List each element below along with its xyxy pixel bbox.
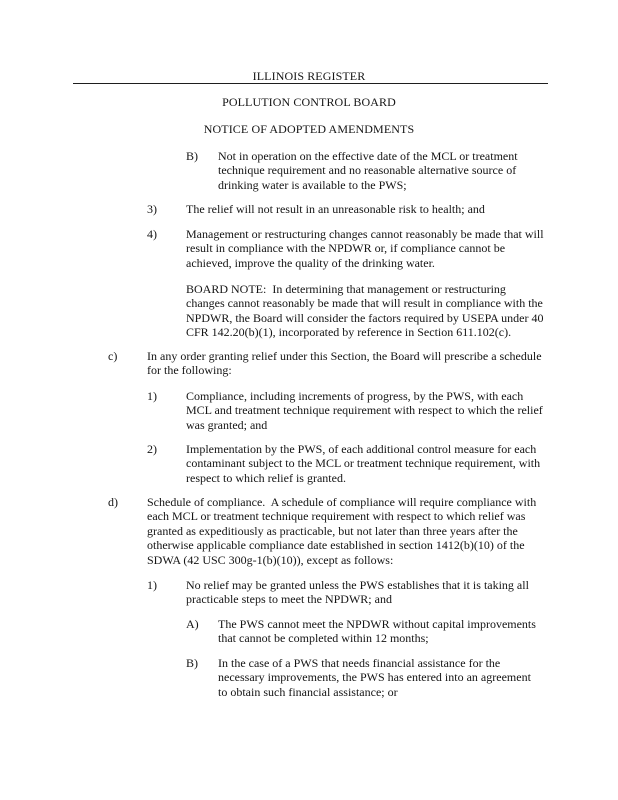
item-b-not-in-operation: [186, 149, 518, 192]
item-line: Implementation by the PWS, of each additional control measure for each: [186, 442, 537, 456]
item-label: 4): [147, 227, 157, 241]
board-note-line: BOARD NOTE: In determining that management or restructuring: [186, 282, 506, 296]
item-line: for the following:: [147, 363, 232, 378]
item-line: was granted; and: [186, 417, 268, 432]
item-line: achieved, improve the quality of the drinking water.: [186, 255, 435, 270]
item-line: respect to which relief is granted.: [186, 470, 346, 485]
item-line: practicable steps to meet the NPDWR; and: [186, 592, 392, 607]
item-line: necessary improvements, the PWS has entered into an agreement: [218, 670, 531, 685]
item-label: B): [186, 149, 198, 163]
item-d-schedule-of-compliance: [108, 495, 537, 567]
item-line: SDWA (42 USC 300g-1(b)(10)), except as follows:: [147, 552, 394, 567]
item-line: Compliance, including increments of progress, by the PWS, with each: [186, 389, 524, 403]
item-label: 1): [147, 578, 157, 592]
item-label: A): [186, 617, 199, 631]
agency-title: POLLUTION CONTROL BOARD: [222, 95, 396, 109]
board-note-line: NPDWR, the Board will consider the factors required by USEPA under 40: [186, 310, 544, 325]
item-line: In any order granting relief under this Section, the Board will prescribe a schedule: [147, 349, 542, 363]
header-rule: [73, 83, 548, 84]
item-label: c): [108, 349, 118, 363]
item-d1-no-relief: [147, 578, 529, 607]
item-c2-implementation: [147, 442, 541, 485]
item-line: The relief will not result in an unreasonable risk to health; and: [186, 202, 485, 216]
item-label: 2): [147, 442, 157, 456]
item-d1a-capital-improvements: [186, 617, 536, 646]
item-line: Management or restructuring changes cannot reasonably be made that will: [186, 227, 544, 241]
item-label: d): [108, 495, 118, 509]
item-label: 3): [147, 202, 157, 216]
board-note: [186, 282, 544, 340]
item-line: contaminant subject to the MCL or treatment technique requirement, with: [186, 456, 541, 471]
item-d1b-financial-assistance: [186, 656, 531, 699]
item-line: The PWS cannot meet the NPDWR without capital improvements: [218, 617, 536, 631]
item-line: technique requirement and no reasonable alternative source of: [218, 163, 517, 178]
item-line: No relief may be granted unless the PWS establishes that it is taking all: [186, 578, 529, 592]
item-line: MCL and treatment technique requirement with respect to which the relief: [186, 403, 543, 418]
item-line: result in compliance with the NPDWR or, if compliance cannot be: [186, 241, 506, 256]
item-line: that cannot be completed within 12 months;: [218, 631, 429, 646]
item-line: drinking water is available to the PWS;: [218, 177, 407, 192]
item-line: to obtain such financial assistance; or: [218, 684, 398, 699]
item-c1-compliance: [147, 389, 543, 432]
item-label: 1): [147, 389, 157, 403]
item-line: In the case of a PWS that needs financial assistance for the: [218, 656, 501, 670]
board-note-line: changes cannot reasonably be made that will result in compliance with the: [186, 296, 543, 311]
item-label: B): [186, 656, 198, 670]
register-title: ILLINOIS REGISTER: [252, 69, 366, 83]
item-line: Not in operation on the effective date of the MCL or treatment: [218, 149, 518, 163]
board-note-line: CFR 142.20(b)(1), incorporated by reference in Section 611.102(c).: [186, 325, 512, 340]
item-4-management-changes: [147, 227, 544, 270]
item-line: Schedule of compliance. A schedule of compliance will require compliance with: [147, 495, 537, 509]
item-line: granted as expeditiously as practicable, but not later than three years after the: [147, 523, 518, 538]
item-3-relief-risk: [147, 202, 485, 216]
item-line: each MCL or treatment technique requirement with respect to which relief was: [147, 509, 526, 524]
item-line: otherwise applicable compliance date established in section 1412(b)(10) of the: [147, 538, 525, 553]
notice-title: NOTICE OF ADOPTED AMENDMENTS: [203, 122, 415, 136]
item-c-schedule-order: [108, 349, 542, 378]
